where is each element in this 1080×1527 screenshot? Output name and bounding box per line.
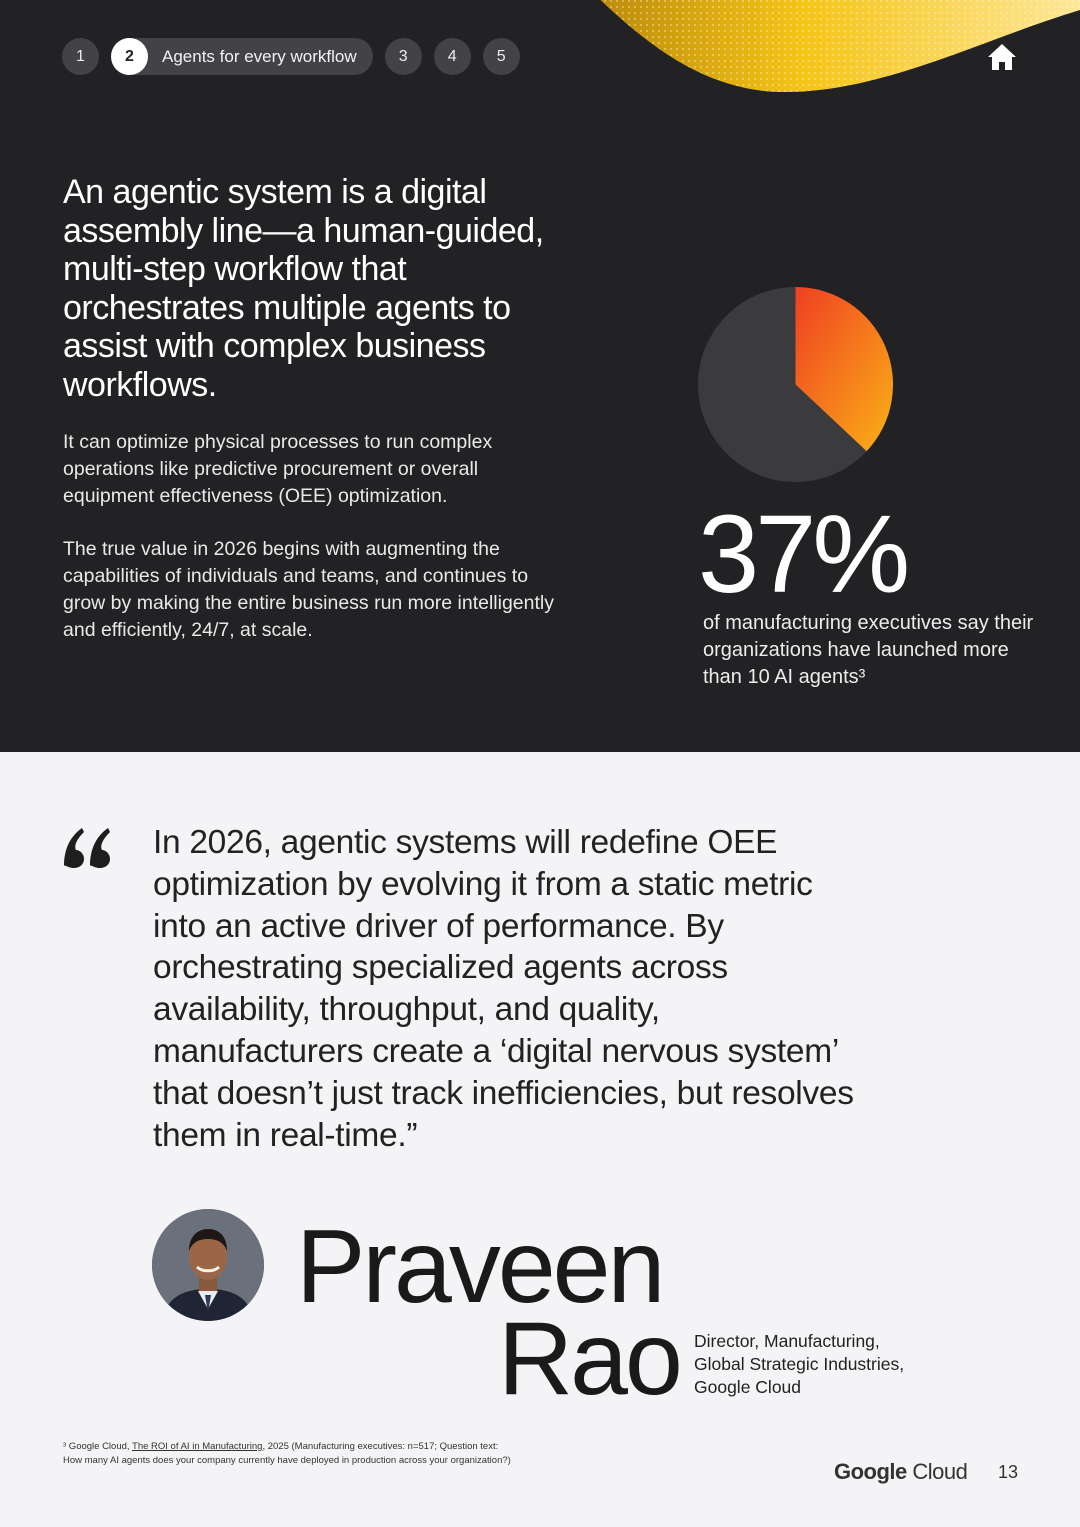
person-last-name: Rao (498, 1301, 680, 1417)
footnote-line-2: How many AI agents does your company currently have deployed in production across your organization?) (63, 1455, 511, 1466)
role-line-2: Global Strategic Industries, (694, 1354, 905, 1374)
brand-cloud: Cloud (906, 1459, 968, 1484)
footnote (63, 1440, 623, 1468)
brand-google: Google (834, 1459, 907, 1484)
headline: An agentic system is a digital assembly line—a human-guided, multi-step workflow that orchestrates multiple agents to assist with complex business workflows. (63, 173, 544, 404)
paragraph-1: It can optimize physical processes to run complex operations like predictive procurement or overall equipment effectiveness (OEE) optimization. (63, 431, 493, 507)
footnote-link[interactable]: The ROI of AI in Manufacturing (132, 1441, 263, 1452)
person-role (694, 1330, 904, 1399)
nav-item-5[interactable]: 5 (483, 38, 520, 75)
home-icon[interactable] (986, 42, 1018, 72)
nav-item-2-label: Agents for every workflow (162, 46, 357, 66)
quote-text: In 2026, agentic systems will redefine OEE optimization by evolving it from a static metric into an active driver of performance. By orchestrating specialized agents across availability, throughput, and quality, manufacturers create a ‘digital nervous system’ that doesn’t just track inefficiencies, but resolves them in real-time.” (153, 824, 854, 1154)
paragraph-2: The true value in 2026 begins with augmenting the capabilities of individuals and teams, and continues to grow by making the entire business run more intelligently and efficiently, 24/7, at scale. (63, 538, 554, 641)
footnote-prefix: ³ Google Cloud, (63, 1441, 133, 1452)
dark-section (0, 0, 1080, 752)
stat-value: 37% (698, 493, 907, 616)
pie-chart (697, 286, 894, 483)
stat-description: of manufacturing executives say their organizations have launched more than 10 AI agents³ (703, 612, 1034, 688)
person-first-name: Praveen (296, 1209, 663, 1325)
role-line-1: Director, Manufacturing, (694, 1331, 880, 1351)
role-line-3: Google Cloud (694, 1377, 802, 1397)
avatar (152, 1209, 264, 1321)
nav-item-2-number: 2 (111, 38, 148, 75)
page-number: 13 (998, 1462, 1019, 1482)
nav-item-4[interactable]: 4 (434, 38, 471, 75)
section-nav (62, 38, 520, 75)
nav-item-3[interactable]: 3 (385, 38, 422, 75)
google-cloud-logo (834, 1459, 967, 1485)
nav-item-1[interactable]: 1 (62, 38, 99, 75)
nav-item-2-active[interactable] (111, 38, 373, 75)
quote-open-icon (60, 822, 116, 870)
footnote-suffix: , 2025 (Manufacturing executives: n=517; Question text: (262, 1441, 499, 1452)
